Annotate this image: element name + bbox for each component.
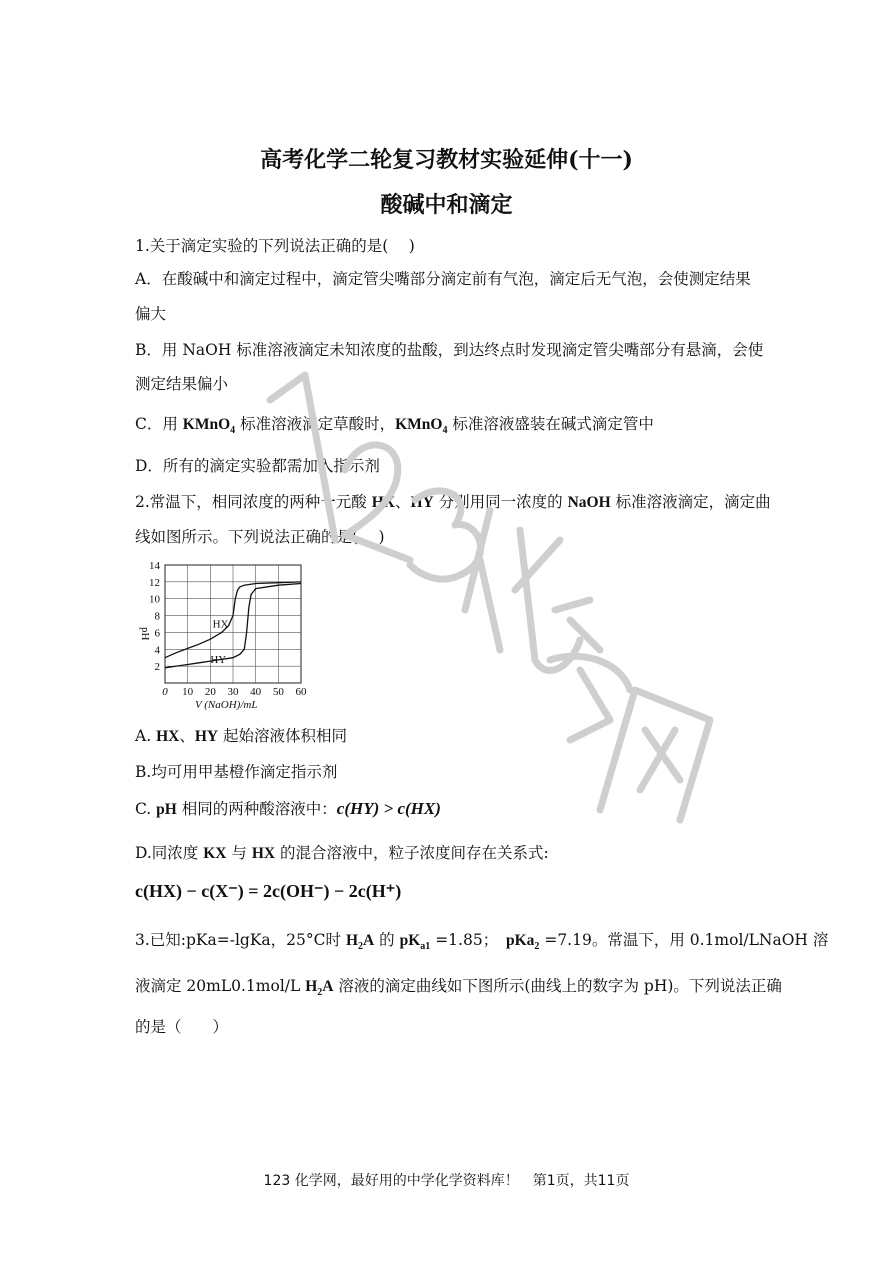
x-tick-label: 60 bbox=[295, 686, 307, 698]
q2-option-a: A. HX、HY 起始溶液体积相同 bbox=[135, 727, 348, 745]
series-annotation-hy: HY bbox=[210, 653, 227, 666]
x-tick-label: 50 bbox=[272, 686, 284, 698]
y-tick-label: 12 bbox=[149, 576, 160, 589]
q1-stem: 1.关于滴定实验的下列说法正确的是( ) bbox=[135, 237, 415, 255]
q2-formula: c(HX) − c(X⁻) = 2c(OH⁻) − 2c(H⁺) bbox=[135, 881, 402, 901]
q1-option-a-line2: 偏大 bbox=[135, 305, 167, 323]
page-footer: 123 化学网，最好用的中学化学资料库！ 第1页，共11页 bbox=[263, 1173, 630, 1189]
watermark-logo bbox=[250, 360, 730, 830]
y-tick-label: 8 bbox=[154, 610, 160, 623]
x-tick-label: 30 bbox=[227, 686, 239, 698]
y-axis-label: pH bbox=[139, 627, 151, 641]
q2-option-d: D.同浓度 KX 与 HX 的混合溶液中，粒子浓度间存在关系式: bbox=[135, 844, 549, 862]
y-tick-label: 14 bbox=[149, 560, 160, 572]
q2-stem-line2: 线如图所示。下列说法正确的是( ) bbox=[135, 528, 385, 546]
q1-option-b-line2: 测定结果偏小 bbox=[135, 375, 229, 393]
page-subtitle: 酸碱中和滴定 bbox=[380, 192, 513, 218]
x-axis-label: V (NaOH)/mL bbox=[195, 699, 258, 710]
q3-line2: 液滴定 20mL0.1mol/L $H_2A$ 溶液的滴定曲线如下图所示(曲线上的数字为 pH)。下列说法正确 bbox=[135, 977, 782, 999]
q3-line3: 的是（ ） bbox=[135, 1018, 229, 1036]
series-annotation-hx: HX bbox=[212, 618, 229, 631]
q1-option-a-line1: A．在酸碱中和滴定过程中，滴定管尖嘴部分滴定前有气泡，滴定后无气泡，会使测定结果 bbox=[135, 270, 751, 288]
y-tick-label: 10 bbox=[149, 593, 160, 606]
x-tick-label: 10 bbox=[182, 686, 194, 698]
x-tick-label: 0 bbox=[162, 686, 168, 698]
q2-option-b: B.均可用甲基橙作滴定指示剂 bbox=[135, 763, 338, 781]
page-title: 高考化学二轮复习教材实验延伸(十一) bbox=[260, 147, 633, 173]
q1-option-b-line1: B．用 NaOH 标准溶液滴定未知浓度的盐酸，到达终点时发现滴定管尖嘴部分有悬滴，会使 bbox=[135, 341, 764, 359]
y-tick-label: 6 bbox=[154, 627, 160, 640]
y-tick-label: 4 bbox=[154, 644, 160, 657]
q1-option-d: D．所有的滴定实验都需加入指示剂 bbox=[135, 457, 380, 475]
x-tick-label: 20 bbox=[204, 686, 216, 698]
q1-option-c: C．用 KMnO$_4$ 标准溶液滴定草酸时，KMnO$_4$ 标准溶液盛装在碱式滴定管中 bbox=[135, 415, 654, 437]
y-tick-label: 2 bbox=[154, 661, 160, 674]
q2-stem-line1: 2.常温下，相同浓度的两种一元酸 HX、HY 分别用同一浓度的 NaOH 标准溶液滴定，滴定曲 bbox=[135, 493, 771, 511]
q2-option-c: C. pH 相同的两种酸溶液中：c(HY) > c(HX) bbox=[135, 799, 441, 818]
x-tick-label: 40 bbox=[250, 686, 262, 698]
q3-line1: 3.已知:pKa=-lgKa，25°C时 $H_2A$ 的 $pK_{a1} =1.85$； pKa$_2$ =7.19。常温下，用 0.1mol/LNaOH 溶 bbox=[135, 931, 829, 953]
